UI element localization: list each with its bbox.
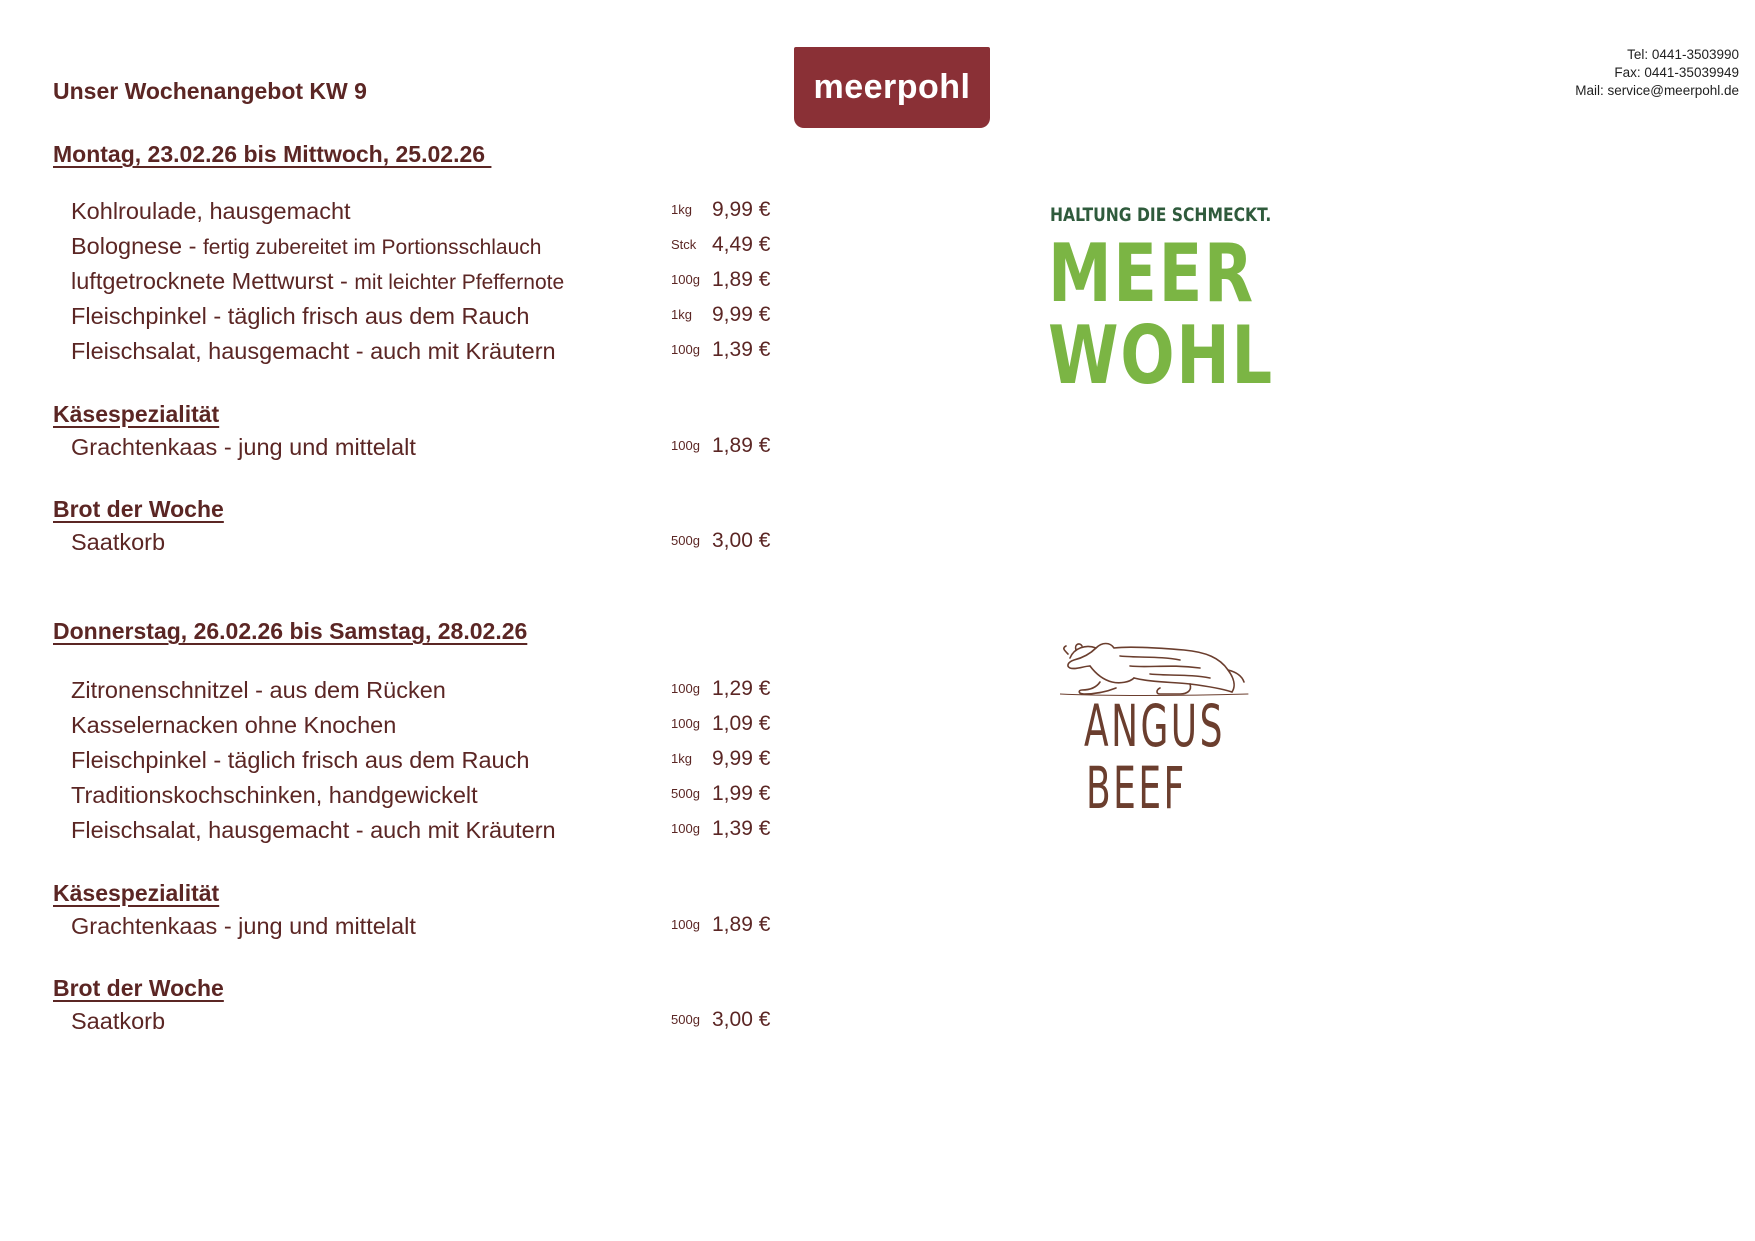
item-price: 4,49 €	[712, 233, 771, 256]
offer-row	[71, 712, 771, 742]
meerwohl-line2: WOHL	[1048, 309, 1274, 402]
item-unit: 100g	[671, 272, 700, 287]
item-unit: 1kg	[671, 751, 692, 766]
offer-row	[71, 782, 771, 812]
item-price: 1,29 €	[712, 677, 771, 700]
item-name: Fleischsalat, hausgemacht - auch mit Kräutern	[71, 817, 556, 843]
angus-line1: ANGUS	[1084, 692, 1225, 760]
section1-heading: Montag, 23.02.26 bis Mittwoch, 25.02.26	[53, 141, 492, 167]
item-price: 9,99 €	[712, 303, 771, 326]
offer-row	[71, 338, 771, 368]
week-title: Unser Wochenangebot KW 9	[53, 78, 367, 104]
item-price: 1,39 €	[712, 338, 771, 361]
offer-row	[71, 1008, 771, 1038]
item-unit: 100g	[671, 821, 700, 836]
section2-heading: Donnerstag, 26.02.26 bis Samstag, 28.02.26	[53, 618, 528, 644]
meerwohl-logo	[1048, 200, 1274, 410]
item-name: Traditionskochschinken, handgewickelt	[71, 782, 478, 808]
item-price: 9,99 €	[712, 747, 771, 770]
item-name: Kohlroulade, hausgemacht	[71, 198, 351, 224]
offer-row	[71, 198, 771, 228]
offer-row	[71, 529, 771, 559]
item-unit: 500g	[671, 786, 700, 801]
item-name: Grachtenkaas - jung und mittelalt	[71, 434, 416, 460]
offer-row	[71, 303, 771, 333]
cheese-heading: Käsespezialität	[53, 880, 220, 906]
item-name: Fleischsalat, hausgemacht - auch mit Kräutern	[71, 338, 556, 364]
item-name: Kasselernacken ohne Knochen	[71, 712, 397, 738]
item-price: 1,09 €	[712, 712, 771, 735]
bread-heading: Brot der Woche	[53, 975, 224, 1001]
angus-beef-logo	[1060, 636, 1260, 836]
item-price: 3,00 €	[712, 1008, 771, 1031]
contact-tel: Tel: 0441-3503990	[1627, 47, 1739, 62]
item-price: 1,99 €	[712, 782, 771, 805]
item-price: 1,89 €	[712, 913, 771, 936]
offer-row	[71, 677, 771, 707]
offer-row	[71, 817, 771, 847]
item-price: 3,00 €	[712, 529, 771, 552]
contact-fax: Fax: 0441-35039949	[1614, 65, 1739, 80]
cheese-heading: Käsespezialität	[53, 401, 220, 427]
item-unit: 1kg	[671, 307, 692, 322]
offer-row	[71, 233, 771, 263]
logo-text: meerpohl	[813, 68, 971, 106]
meerwohl-line1: MEER	[1048, 227, 1255, 320]
item-unit: 1kg	[671, 202, 692, 217]
item-name: Grachtenkaas - jung und mittelalt	[71, 913, 416, 939]
item-name: Fleischpinkel - täglich frisch aus dem Rauch	[71, 747, 530, 773]
item-name: Bolognese - fertig zubereitet im Portionsschlauch	[71, 233, 542, 259]
item-name: luftgetrocknete Mettwurst - mit leichter Pfeffernote	[71, 268, 565, 294]
item-unit: 100g	[671, 917, 700, 932]
item-price: 1,39 €	[712, 817, 771, 840]
item-name: Zitronenschnitzel - aus dem Rücken	[71, 677, 446, 703]
item-price: 1,89 €	[712, 268, 771, 291]
offer-row	[71, 434, 771, 464]
item-unit: 100g	[671, 681, 700, 696]
item-name: Saatkorb	[71, 529, 166, 555]
item-name: Fleischpinkel - täglich frisch aus dem Rauch	[71, 303, 530, 329]
item-unit: 500g	[671, 1012, 700, 1027]
item-price: 1,89 €	[712, 434, 771, 457]
bread-heading: Brot der Woche	[53, 496, 224, 522]
item-name: Saatkorb	[71, 1008, 166, 1034]
item-unit: 500g	[671, 533, 700, 548]
contact-mail: Mail: service@meerpohl.de	[1575, 83, 1739, 98]
angus-line2: BEEF	[1086, 754, 1187, 822]
item-unit: 100g	[671, 716, 700, 731]
meerpohl-logo	[794, 47, 990, 128]
contact-block	[1575, 46, 1739, 100]
item-unit: 100g	[671, 438, 700, 453]
item-unit: Stck	[671, 237, 697, 252]
offer-row	[71, 747, 771, 777]
item-unit: 100g	[671, 342, 700, 357]
offer-row	[71, 913, 771, 943]
offer-row	[71, 268, 771, 298]
item-price: 9,99 €	[712, 198, 771, 221]
meerwohl-tagline: HALTUNG DIE SCHMECKT.	[1050, 204, 1272, 226]
cow-icon	[1060, 636, 1250, 700]
